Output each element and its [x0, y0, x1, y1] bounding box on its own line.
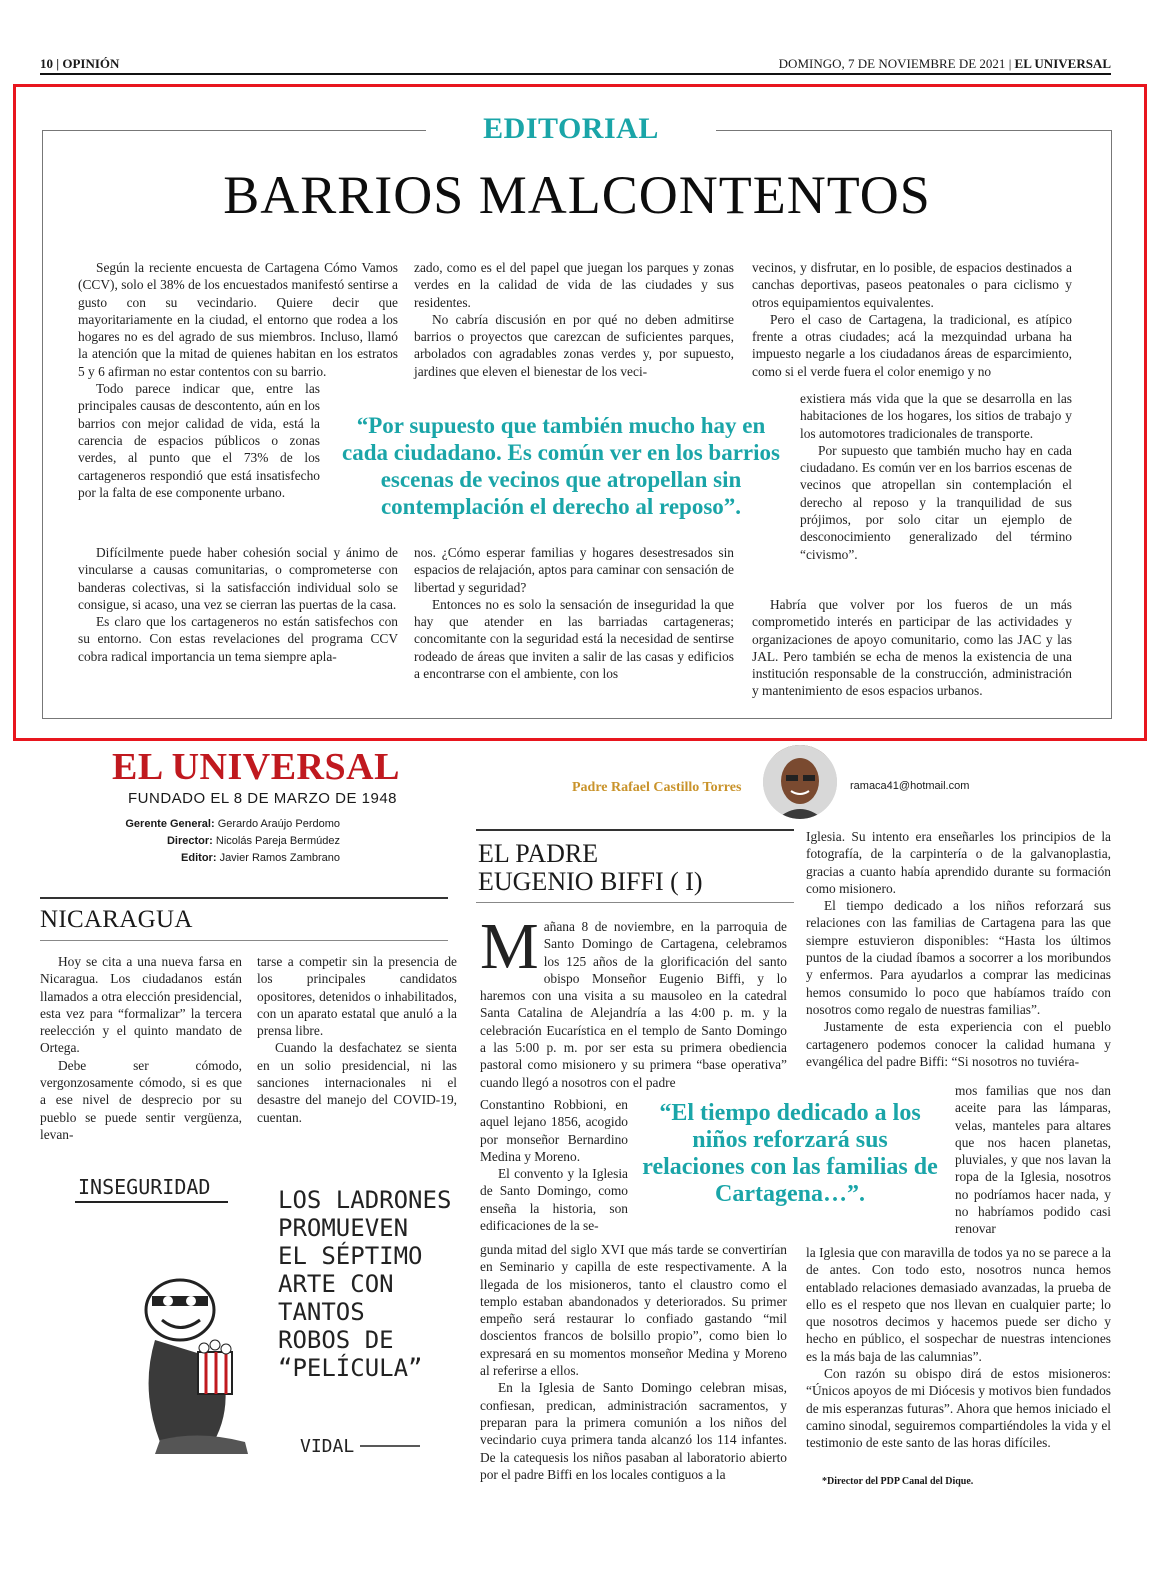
column-text-1-bottom: [480, 1241, 787, 1483]
nicaragua-column-2: [257, 953, 457, 1126]
paper-name: EL UNIVERSAL: [1014, 56, 1111, 71]
page-header-right: DOMINGO, 7 DE NOVIEMBRE DE 2021 | EL UNIVERSAL: [778, 56, 1111, 71]
masthead-staff: [100, 816, 340, 867]
nicaragua-paragraph: Cuando la desfachatez se sienta en un solio presidencial, ni las sanciones internacionales ni el desastre del manejo del COVID-19, cuentan.: [257, 1040, 457, 1125]
staff-label: Director:: [166, 835, 213, 847]
editorial-kicker: EDITORIAL: [426, 112, 716, 146]
section-rule: [40, 897, 448, 899]
column-paragraph: mos familias que nos dan aceite para las lámparas, velas, manteles para altares que nos hacen planetas, pluviales, y que nos lavan la ropa de la Iglesia, nosotros no podríamos hacer nada, y no habríamos podido casi renovar: [955, 1083, 1111, 1237]
cartoon-caption-line: ROBOS DE: [278, 1326, 394, 1354]
author-photo: [763, 745, 837, 819]
editorial-title: BARRIOS MALCONTENTOS: [223, 165, 931, 225]
editorial-paragraph: Según la reciente encuesta de Cartagena Cómo Vamos (CCV), solo el 38% de los encuestados manifestó sentirse a gusto con su vecindario. Quiere decir que mayoritariamente en la ciudad, el entorno que rodea a los hogares no es del agrado de sus miembros. Incluso, llamó la atención que la mitad de quienes habitan en los estratos 5 y 6 afirman no estar contentos con su barrio.: [78, 260, 398, 379]
editorial-paragraph: vecinos, y disfrutar, en lo posible, de espacios destinados a canchas deportivas, paseos peatonales o para ciclismo y otros equipamientos equivalentes.: [752, 260, 1072, 310]
section-rule: [476, 829, 794, 831]
masthead-founded: FUNDADO EL 8 DE MARZO DE 1948: [128, 790, 398, 807]
cartoon-drawing: [60, 1160, 460, 1460]
column-paragraph: En la Iglesia de Santo Domingo celebran misas, confiesan, predican, administración sacramentos, y preparan para la primera comunión a los niños del vecindario cuya primera tanda alcanzó los 114 infantes. De la catequesis los niños pasaban al laboratorio abierto por el padre Biffi en los locales contiguos a la: [480, 1380, 787, 1482]
selection-highlight: [13, 84, 1147, 741]
page-header-left: 10 | OPINIÓN: [40, 56, 120, 71]
cartoon-caption-line: TANTOS: [278, 1298, 365, 1326]
editorial-paragraph: Todo parece indicar que, entre las principales causas de descontento, aún en los barrios con mejor calidad de vida, está la carencia de espacios públicos o zonas verdes, al punto que el 73% de los cartageneros respondió que está insatisfecho por la falta de ese componente urbano.: [78, 381, 320, 500]
editorial-paragraph: Entonces no es solo la sensación de inseguridad la que hay que atender en las barriadas cartageneras; concomitante con la seguridad está la necesidad de sentirse rodeado de áreas que inviten a salir de las casas y edificios a encontrarse con el ambiente, con los: [414, 596, 734, 682]
column-text-1: [480, 910, 787, 1091]
editorial-paragraph: existiera más vida que la que se desarrolla en las habitaciones de los hogares, los sitios de trabajo y los automotores tradicionales de transporte.: [800, 391, 1072, 441]
column-text-2-narrow: [955, 1082, 1111, 1238]
column-pullquote: “El tiempo dedicado a los niños reforzará sus relaciones con las familias de Cartagena…”.: [642, 1100, 938, 1207]
column-text-1-narrow: [480, 1096, 628, 1234]
masthead-logo: EL UNIVERSAL: [112, 746, 400, 788]
section-name: OPINIÓN: [62, 56, 120, 71]
nicaragua-paragraph: Debe ser cómodo, vergonzosamente cómodo, si es que a ese nivel de desprecio por su pueblo se puede sentir vergüenza, levan-: [40, 1057, 242, 1142]
editorial-paragraph: nos. ¿Cómo esperar familias y hogares desestresados sin espacios de relajación, aptos para caminar con sensación de libertad y seguridad?: [414, 545, 734, 595]
cartoon-caption-line: EL SÉPTIMO: [278, 1242, 423, 1270]
cartoon-caption-line: LOS LADRONES: [278, 1186, 452, 1214]
editorial-paragraph: No cabría discusión en por qué no deben admitirse barrios o proyectos que carezcan de suficientes parques, arbolados con agradables zonas verdes y, por supuesto, jardines que eleven el bienestar de los veci-: [414, 311, 734, 379]
cartoon-caption-line: ARTE CON: [278, 1270, 394, 1298]
column-paragraph: Con razón su obispo dirá de estos misioneros: “Únicos apoyos de mi Diócesis y motivos bien fundados de mis esperanzas futuras”. Ahora que hemos iniciado el camino sinodal, seguiremos compartiéndoles la vida y el testimonio de este santo de las horas difíciles.: [806, 1366, 1111, 1451]
cartoon-signature: VIDAL: [300, 1436, 355, 1457]
section-rule: [476, 902, 794, 903]
column-author: Padre Rafael Castillo Torres: [572, 780, 742, 795]
staff-name: Javier Ramos Zambrano: [219, 852, 340, 864]
staff-label: Editor:: [181, 852, 217, 864]
column-email[interactable]: ramaca41@hotmail.com: [850, 780, 970, 792]
cartoon-caption-line: “PELÍCULA”: [278, 1354, 423, 1382]
author-portrait-icon: [763, 745, 837, 819]
staff-name: Gerardo Araújo Perdomo: [217, 818, 340, 830]
column-paragraph: gunda mitad del siglo XVI que más tarde se convertirían en Seminario y capilla de este respectivamente. A la llegada de los misioneros, tanto el claustro como el templo estaban abandonados y deteriorados. Su primer empeño será restaurar lo confiado gastando “mil doscientos francos de bolsillo propio”, como bien lo expresará en su momentos monseñor Medina y Moreno al referirse a ellos.: [480, 1242, 787, 1379]
section-rule: [40, 940, 448, 941]
editorial-paragraph: Difícilmente puede haber cohesión social y ánimo de vincularse a causas comunitarias, o comprometerse con banderas colectivas, si la satisfacción individual solo se consigue, si acaso, una vez se cierran las puertas de la casa.: [78, 545, 398, 612]
editorial-paragraph: Habría que volver por los fueros de un más comprometido interés en participar de las actividades y organizaciones de apoyo comunitario, como las JAC y las JAL. Pero también se echa de menos la existencia de una institución responsable de la construcción, administración y mantenimiento de esos espacios urbanos.: [752, 597, 1072, 699]
nicaragua-column-1: [40, 953, 242, 1143]
column-footnote: *Director del PDP Canal del Dique.: [822, 1476, 974, 1487]
column-paragraph: Justamente de esta experiencia con el pueblo cartagenero podemos conocer la calidad humana y evangélica del padre Biffi: “Si nosotros no tuviéra-: [806, 1019, 1111, 1069]
column-text-2: [806, 828, 1111, 1070]
editorial-pullquote: “Por supuesto que también mucho hay en cada ciudadano. Es común ver en los barrios escenas de vecinos que atropellan sin contemplación el derecho al reposo”.: [342, 413, 780, 519]
nicaragua-title: NICARAGUA: [40, 906, 193, 933]
page-number: 10: [40, 56, 53, 71]
editorial-paragraph: Es claro que los cartageneros no están satisfechos con su entorno. Con estas revelaciones del programa CCV cobra radical importancia un tema siempre apla-: [78, 614, 398, 664]
issue-date: DOMINGO, 7 DE NOVIEMBRE DE 2021: [778, 56, 1006, 71]
column-paragraph: la Iglesia que con maravilla de todos ya no se parece a la de antes. Con todo esto, nosotros nunca hemos entablado relaciones demasiado avanzadas, la prueba de ello es el respeto que nos llevan en cualquier parte; lo que nosotros decimos y hacemos puede ser dicho y hecho en público, el sospechar de nuestras intenciones es la más baja de las calumnias”.: [806, 1245, 1111, 1364]
cartoon-label: INSEGURIDAD: [78, 1175, 211, 1199]
editorial-paragraph: Pero el caso de Cartagena, la tradicional, es atípico frente a otras ciudades; acá la mezquindad urbana ha impuesto negarle a los ciudadanos áreas de esparcimiento, como si el verde fuera el color enemigo y no: [752, 311, 1072, 379]
column-paragraph: Iglesia. Su intento era enseñarles los principios de la fotografía, de la carpintería o de la galvanoplastia, gracias a cuanto había aprendido durante su formación como misionero.: [806, 829, 1111, 896]
cartoon: [60, 1160, 460, 1460]
header-rule: [40, 73, 1111, 75]
column-title-line: EUGENIO BIFFI ( I): [478, 867, 703, 896]
staff-name: Nicolás Pareja Bermúdez: [215, 835, 340, 847]
editorial-paragraph: zado, como es el del papel que juegan los parques y zonas verdes en la calidad de vida de las ciudades y sus residentes.: [414, 260, 734, 310]
column-paragraph-text: añana 8 de noviembre, en la parroquia de Santo Domingo de Cartagena, celebramos los 125 años de la glorificación del santo obispo Monseñor Eugenio Biffi, y lo haremos con una visita a su mausoleo en la catedral Santa Catalina de Alejandría a las 4:00 p. m. y la celebración Eucarística en el templo de Santo Domingo a las 5:00 p. m. por ser esta su primera obediencia pastoral como misionero y su primera “base operativa” cuando llegó a nosotros con el padre: [480, 919, 787, 1090]
staff-label: Gerente General:: [125, 818, 215, 830]
column-title: [478, 840, 703, 896]
column-paragraph: El convento y la Iglesia de Santo Domingo, como enseña la historia, son edificaciones de la se-: [480, 1166, 628, 1234]
column-paragraph: [480, 910, 787, 1091]
drop-cap: M: [480, 910, 539, 983]
cartoon-caption-line: PROMUEVEN: [278, 1214, 409, 1242]
nicaragua-paragraph: Hoy se cita a una nueva farsa en Nicaragua. Los ciudadanos están llamados a otra elección presidencial, esta vez para “formalizar” la tercera reelección y el quinto mandato de Ortega.: [40, 954, 242, 1056]
column-title-line: EL PADRE: [478, 839, 599, 868]
editorial-paragraph: Por supuesto que también mucho hay en cada ciudadano. Es común ver en los barrios escenas de vecinos que atropellan sin contemplación el derecho al reposo y la tranquilidad de sus prójimos, por solo citar un ejemplo de desconocimiento generalizado del término “civismo”.: [800, 442, 1072, 562]
column-paragraph: Constantino Robbioni, en aquel lejano 1856, acogido por monseñor Bernardino Medina y Moreno.: [480, 1097, 628, 1164]
column-text-2-bottom: [806, 1244, 1111, 1452]
column-paragraph: El tiempo dedicado a los niños reforzará sus relaciones con las familias de Cartagena para las que siempre estuvieron disponibles: “Hasta los últimos puntos de la ciudad íbamos a socorrer a los moribundos y enfermos. Para ayudarlos a comprar las medicinas hemos consumido lo poco que habíamos traído con nosotros como regalo de nuestras familias”.: [806, 898, 1111, 1017]
robber-head: [146, 1280, 214, 1340]
nicaragua-paragraph: tarse a competir sin la presencia de los principales candidatos opositores, detenidos o inhabilitados, con un aparato estatal que anuló a la prensa libre.: [257, 954, 457, 1039]
